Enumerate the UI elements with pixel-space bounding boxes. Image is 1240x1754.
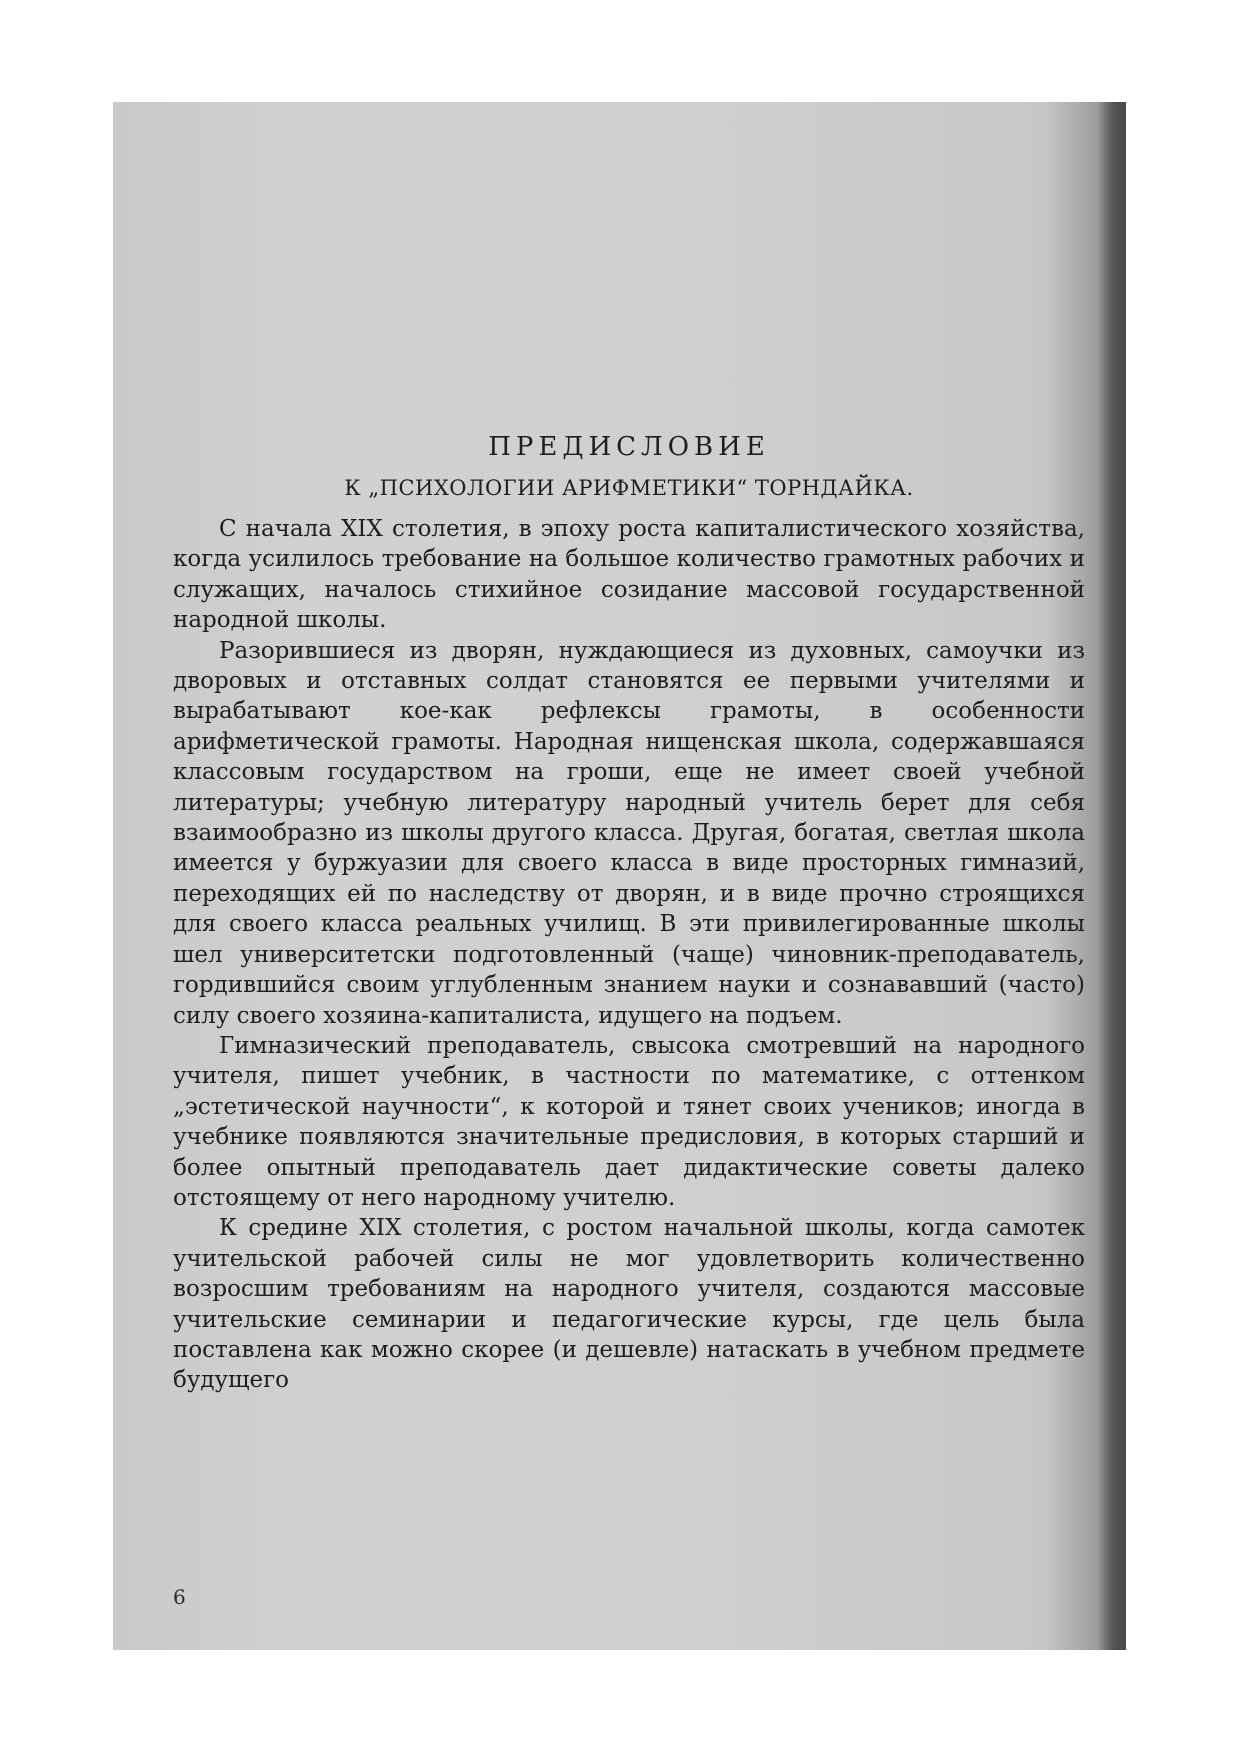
paragraph: Разорившиеся из дворян, нуждающиеся из духовных, самоучки из дворовых и отставных солдат становятся ее первыми учителями и вырабатывают кое-как рефлексы грамоты, в особенности арифметической грамоты. Народная нищенская школа, содержавшаяся классовым государством на гроши, еще не имеет своей учебной литературы; учебную литературу народный учитель берет для себя взаимообразно из школы другого класса. Другая, богатая, светлая школа имеется у буржуазии для своего класса в виде просторных гимназий, переходящих ей по наследству от дворян, и в виде прочно строящихся для своего класса реальных училищ. В эти привилегированные школы шел университетски подготовленный (чаще) чиновник-преподаватель, гордившийся своим углубленным знанием науки и сознававший (часто) силу своего хозяина-капиталиста, идущего на подъем. bbox=[173, 637, 1085, 1029]
scanned-page bbox=[113, 102, 1126, 1650]
paragraph: С начала XIX столетия, в эпоху роста капиталистического хозяйства, когда усилилось требование на большое количество грамотных рабочих и служащих, началось стихийное созидание массовой государственной народной школы. bbox=[173, 516, 1085, 634]
page-text bbox=[173, 432, 1085, 1396]
paragraph: К средине XIX столетия, с ростом начальной школы, когда самотек учительской рабочей силы не мог удовлетворить количественно возросшим требованиям на народного учителя, создаются массовые учительские семинарии и педагогические курсы, где цель была поставлена как можно скорее (и дешевле) натаскать в учебном предмете будущего bbox=[173, 1215, 1085, 1394]
binding-shadow bbox=[1098, 102, 1126, 1650]
page-subtitle: К „ПСИХОЛОГИИ АРИФМЕТИКИ“ ТОРНДАЙКА. bbox=[344, 476, 914, 500]
paragraph: Гимназический преподаватель, свысока смотревший на народного учителя, пишет учебник, в частности по математике, с оттенком „эстетической научности“, к которой и тянет своих учеников; иногда в учебнике появляются значительные предисловия, в которых старший и более опытный преподаватель дает дидактические советы далеко отстоящему от него народному учителю. bbox=[173, 1032, 1085, 1211]
page-title: ПРЕДИСЛОВИЕ bbox=[488, 432, 770, 462]
page-number: 6 bbox=[173, 1585, 186, 1609]
